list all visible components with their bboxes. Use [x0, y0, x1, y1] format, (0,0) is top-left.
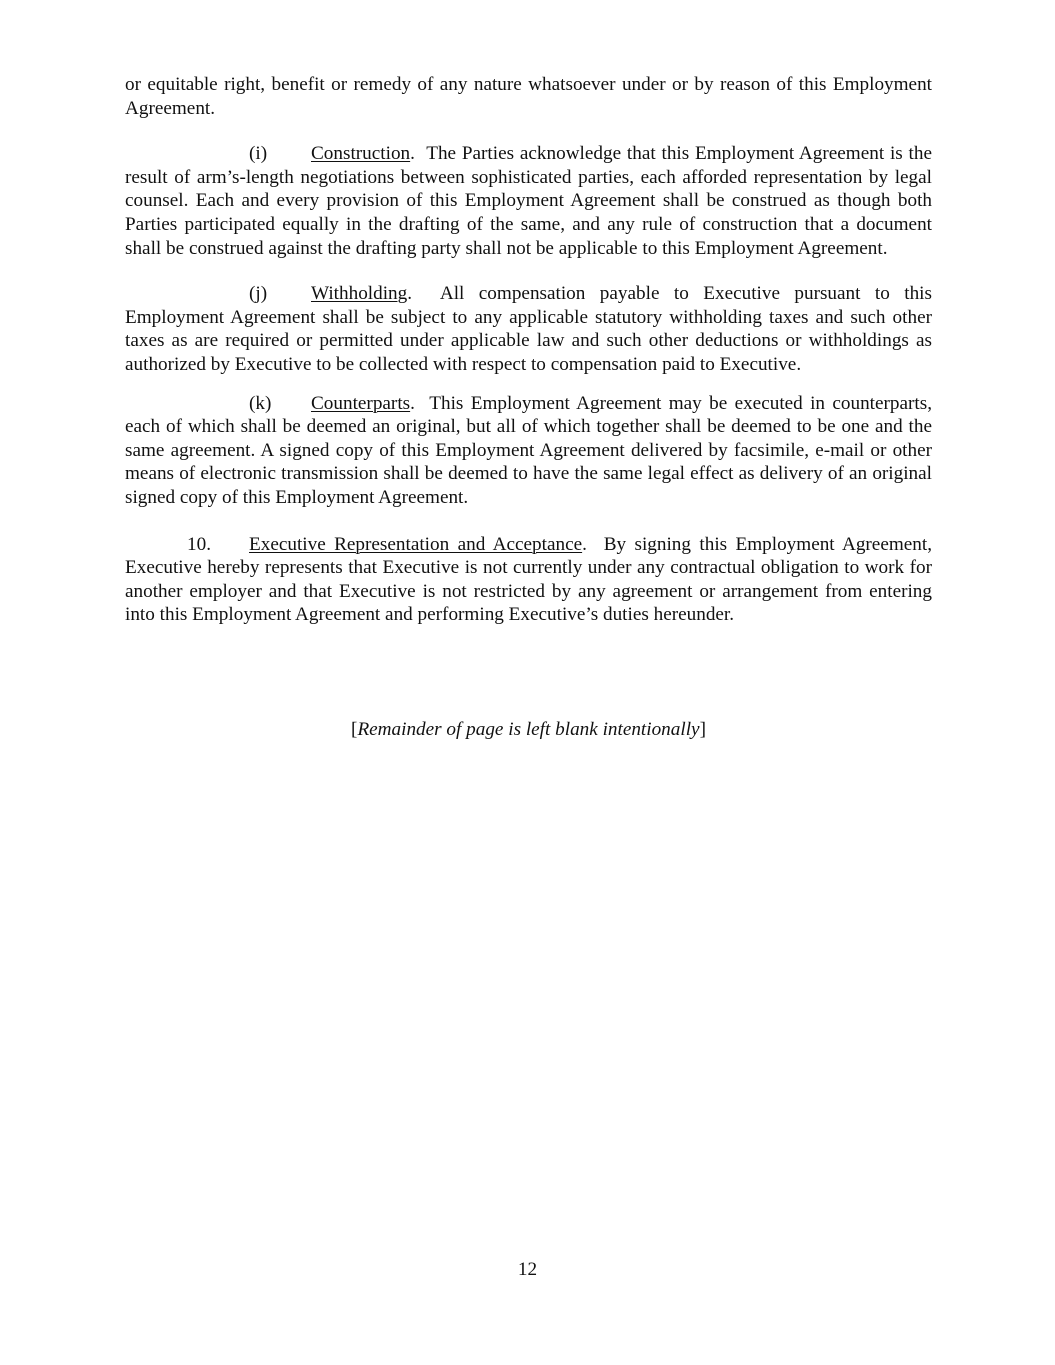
blank-page-note-text: Remainder of page is left blank intentionally: [357, 719, 700, 740]
section-j-body: All compensation payable to Executive pursuant to this Employment Agreement shall be subject to any applicable statutory withholding taxes and such other taxes as are required or permitted under applicable law and such other deductions or withholdings as authorized by Executive to be collected with respect to compensation paid to Executive.: [125, 283, 932, 375]
continuation-paragraph: or equitable right, benefit or remedy of any nature whatsoever under or by reason of this Employment Agreement.: [125, 74, 932, 119]
blank-page-note: [Remainder of page is left blank intentionally]: [351, 719, 706, 740]
section-i-body: The Parties acknowledge that this Employment Agreement is the result of arm’s-length negotiations between sophisticated parties, each afforded representation by legal counsel. Each and every provision of this Employment Agreement shall be construed as though both Parties participated equally in the drafting of the same, and any rule of construction that a document shall be construed against the drafting party shall not be applicable to this Employment Agreement.: [125, 143, 933, 259]
section-j-heading: Withholding: [311, 283, 408, 305]
section-i-heading: Construction: [311, 143, 411, 165]
section-k-paragraph: (k) Counterparts. This Employment Agreement may be executed in counterparts, each of which shall be deemed an original, but all of which together shall be deemed to be one and the same agreement. A signed copy of this Employment Agreement delivered by facsimile, e-mail or other means of electronic transmission shall be deemed to have the same legal effect as delivery of an original signed copy of this Employment Agreement.: [125, 392, 933, 508]
page-number: 12: [517, 1259, 538, 1280]
section-j-paragraph: (j) Withholding. All compensation payable to Executive pursuant to this Employment Agreement shall be subject to any applicable statutory withholding taxes and such other taxes as are required or permitted under applicable law and such other deductions or withholdings as authorized by Executive to be collected with respect to compensation paid to Executive.: [125, 283, 932, 375]
section-j-marker: (j): [249, 283, 268, 305]
section-k-marker: (k): [249, 392, 272, 414]
section-10-body: By signing this Employment Agreement, Executive hereby represents that Executive is not currently under any contractual obligation to work for another employer and that Executive is not restricted by any agreement or arrangement from entering into this Employment Agreement and performing Executive’s duties hereunder.: [125, 533, 933, 626]
section-i-marker: (i): [249, 143, 268, 165]
document-body: [125, 73, 933, 740]
section-i-paragraph: (i) Construction. The Parties acknowledge that this Employment Agreement is the result of arm’s-length negotiations between sophisticated parties, each afforded representation by legal counsel. Each and every provision of this Employment Agreement shall be construed as though both Parties participated equally in the drafting of the same, and any rule of construction that a document shall be construed against the drafting party shall not be applicable to this Employment Agreement.: [125, 143, 933, 259]
section-k-body: This Employment Agreement may be executed in counterparts, each of which shall be deemed an original, but all of which together shall be deemed to be one and the same agreement. A signed copy of this Employment Agreement delivered by facsimile, e-mail or other means of electronic transmission shall be deemed to have the same legal effect as delivery of an original signed copy of this Employment Agreement.: [125, 392, 933, 508]
section-10-marker: 10.: [187, 533, 211, 555]
section-k-heading: Counterparts: [311, 392, 411, 414]
section-10-heading: Executive Representation and Acceptance: [249, 533, 583, 555]
section-10-paragraph: 10. Executive Representation and Acceptance. By signing this Employment Agreement, Executive hereby represents that Executive is not currently under any contractual obligation to work for another employer and that Executive is not restricted by any agreement or arrangement from entering into this Employment Agreement and performing Executive’s duties hereunder.: [125, 533, 933, 626]
